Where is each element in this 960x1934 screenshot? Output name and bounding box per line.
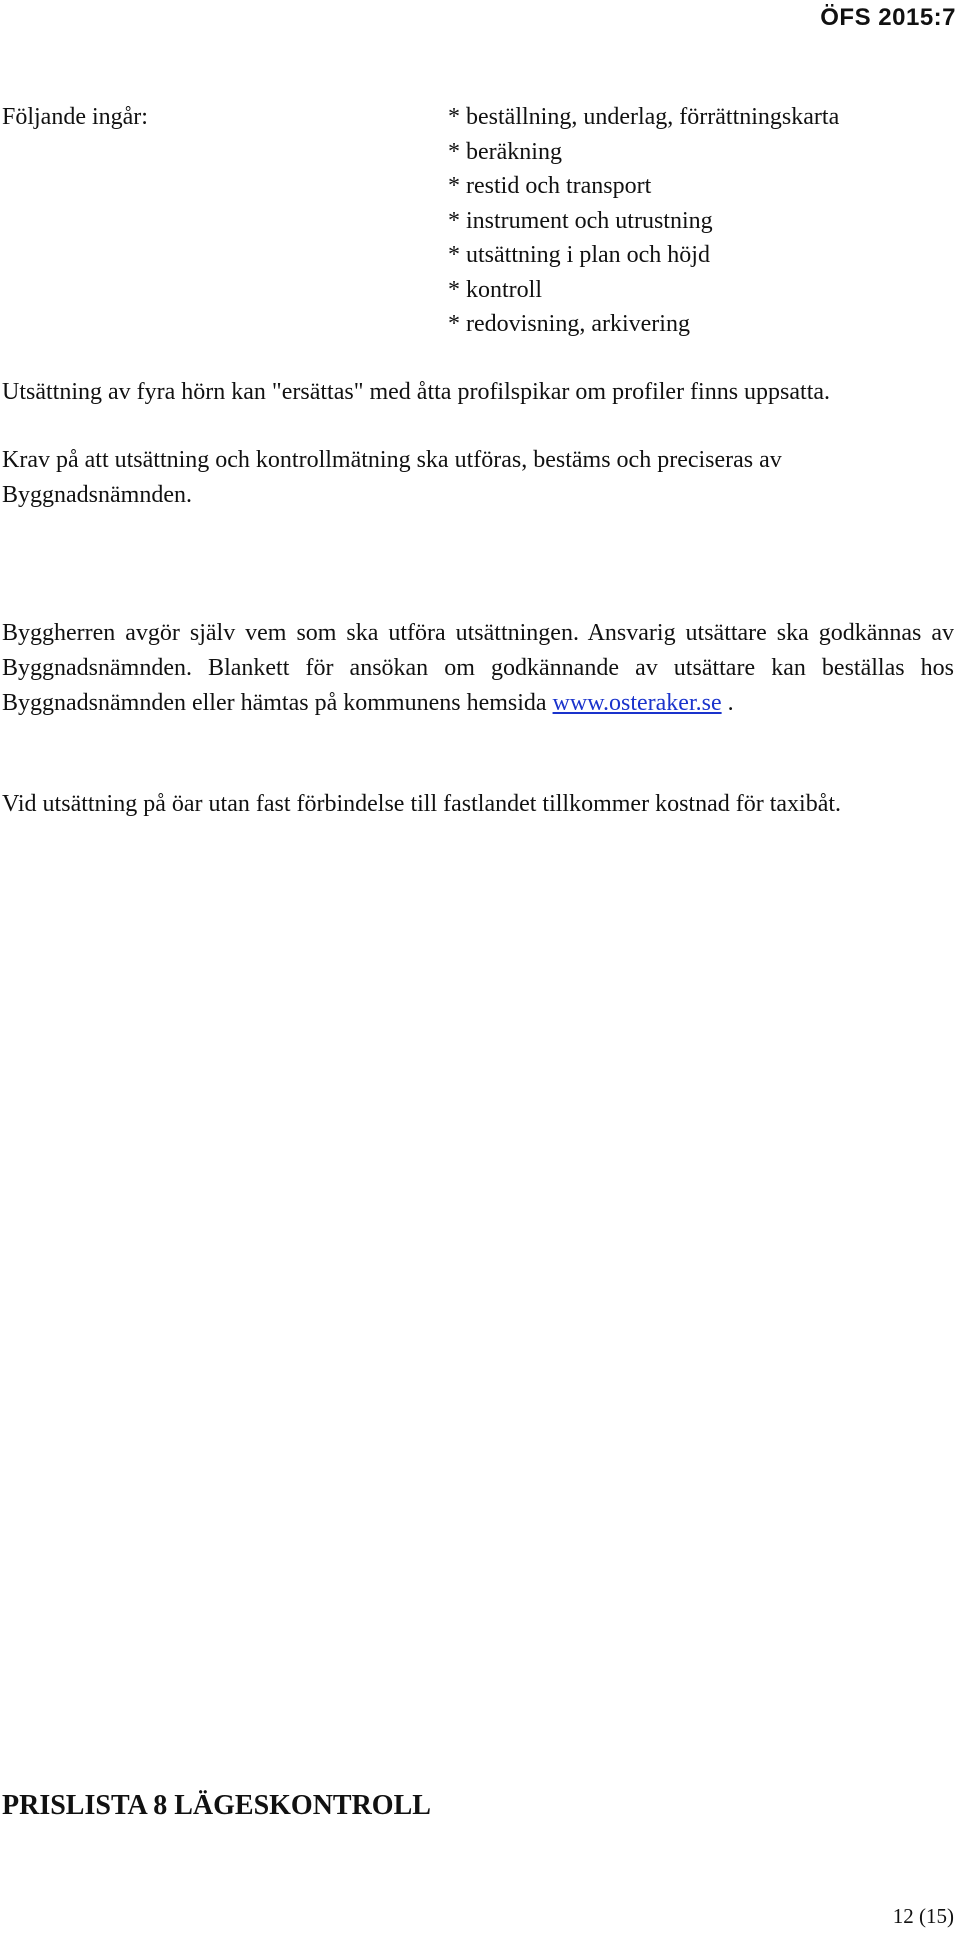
included-item-calculation: * beräkning: [448, 138, 562, 165]
included-item-reporting: * redovisning, arkivering: [448, 311, 690, 337]
included-item-instruments: * instrument och utrustning: [448, 207, 713, 234]
page-number: 12 (15): [892, 1904, 954, 1928]
document-reference: ÖFS 2015:7: [820, 4, 956, 31]
included-item-setting-out: * utsättning i plan och höjd: [448, 242, 710, 268]
included-item-control: * kontroll: [448, 276, 542, 303]
section-heading: PRISLISTA 8 LÄGESKONTROLL: [2, 1790, 431, 1821]
paragraph-requirement: Krav på att utsättning och kontrollmätning ska utföras, bestäms och preciseras av Byggnadsnämnden.: [2, 447, 782, 508]
included-list: [448, 100, 839, 342]
included-label: Följande ingår:: [2, 104, 148, 130]
included-item-order: * beställning, underlag, förrättningskarta: [448, 104, 840, 130]
included-item-travel: * restid och transport: [448, 173, 652, 199]
paragraph-builder: [2, 616, 954, 721]
paragraph-corners: Utsättning av fyra hörn kan "ersättas" med åtta profilspikar om profiler finns uppsatta.: [2, 379, 831, 405]
municipality-website-link[interactable]: www.osteraker.se: [552, 690, 722, 716]
paragraph-builder-text: Byggherren avgör själv vem som ska utföra utsättningen. Ansvarig utsättare ska godkännas av Byggnadsnämnden. Blankett för ansökan om godkännande av utsättare kan beställas hos Byggnadsnämnden eller hämtas på kommunens hemsida: [2, 620, 954, 716]
paragraph-islands: Vid utsättning på öar utan fast förbindelse till fastlandet tillkommer kostnad för taxibåt.: [2, 791, 842, 817]
paragraph-builder-end: .: [721, 690, 734, 716]
